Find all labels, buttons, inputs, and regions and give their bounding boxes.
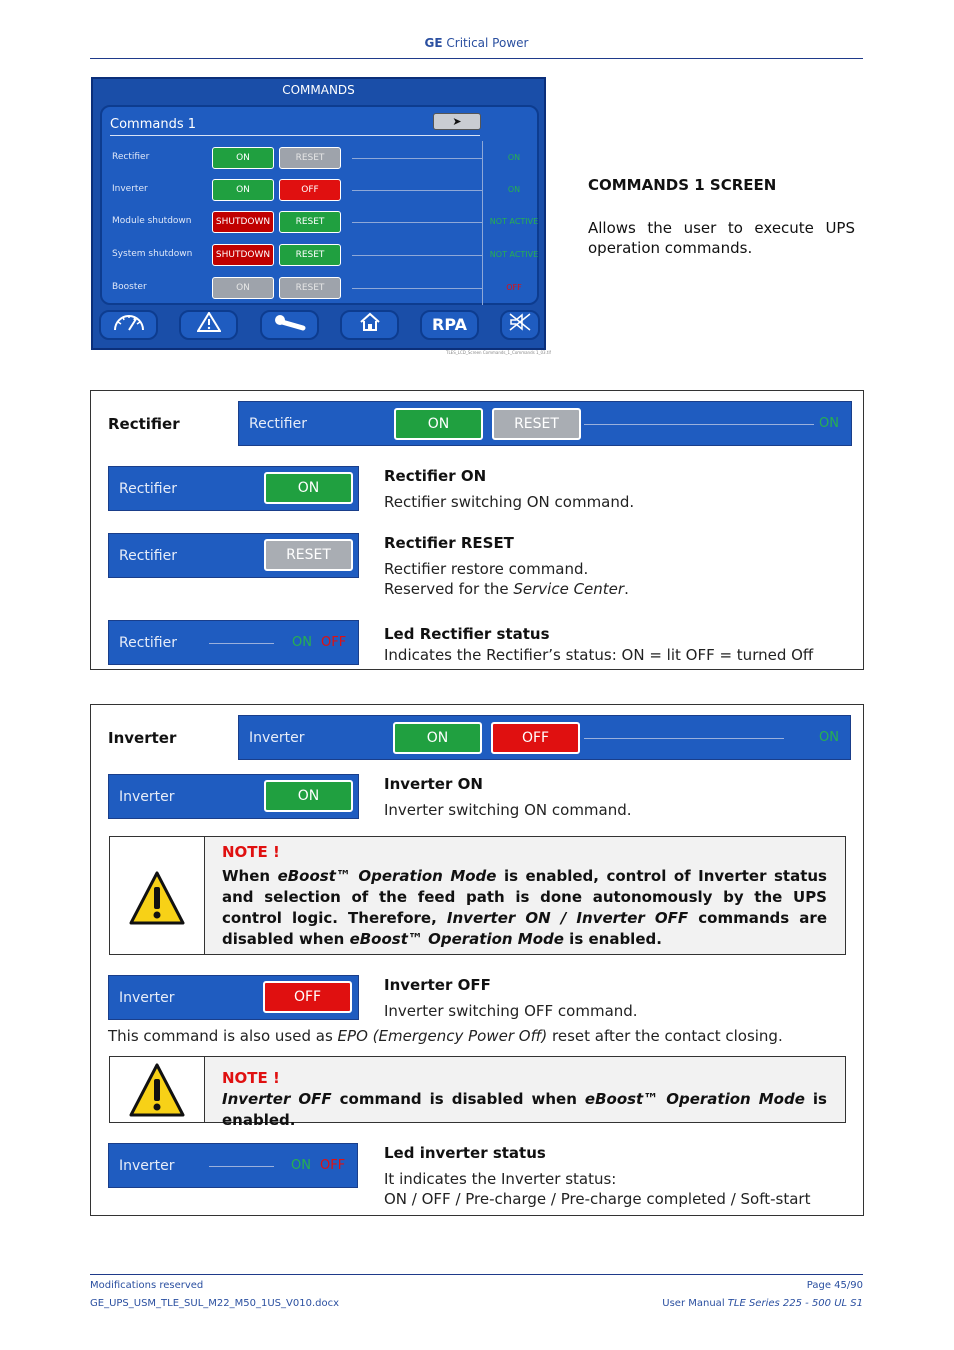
rectifier-on-button[interactable]: ON (394, 408, 483, 440)
inverter-on-button[interactable]: ON (212, 179, 274, 201)
image-caption: TLES_LCD_Screen Commands_1_Commands 1_03.tif (446, 350, 551, 355)
row-line (352, 255, 482, 256)
bar-label: Rectifier (119, 480, 177, 497)
rectifier-led-title: Led Rectifier status (384, 625, 550, 643)
row-label: Booster (112, 282, 147, 292)
inverter-off-bar (108, 975, 359, 1020)
inverter-on-bar (108, 774, 359, 819)
led-on: ON (292, 635, 312, 650)
row-label: Inverter (112, 184, 148, 194)
inverter-off-note (109, 1056, 846, 1129)
row-separator (482, 238, 483, 272)
footer-modifications: Modifications reserved (90, 1280, 204, 1291)
rectifier-section-label: Rectifier (108, 415, 180, 433)
screen-row-inverter (112, 179, 532, 201)
rectifier-led-text: Indicates the Rectifier’s status: ON = lit OFF = turned Off (384, 646, 814, 664)
rectifier-reset-bar (108, 533, 359, 578)
rectifier-on-bar (108, 466, 359, 511)
row-label: Module shutdown (112, 216, 192, 226)
commands-screen-description: Allows the user to execute UPS operation commands. (588, 219, 855, 257)
warning-icon (128, 1062, 186, 1118)
epo-text: This command is also used as EPO (Emergency Power Off) reset after the contact closing. (108, 1027, 783, 1045)
row-line (352, 190, 482, 191)
rectifier-full-bar (238, 401, 852, 446)
wrench-icon[interactable] (260, 310, 319, 340)
system-shutdown-button[interactable]: SHUTDOWN (212, 244, 274, 266)
led-off: OFF (320, 1158, 346, 1173)
inverter-section-label: Inverter (108, 729, 177, 747)
rectifier-reset-button[interactable]: RESET (279, 147, 341, 169)
bar-label: Rectifier (119, 634, 177, 651)
bar-label: Rectifier (249, 415, 307, 432)
module-shutdown-status: NOT ACTIVE (489, 217, 539, 226)
rectifier-on-text: Rectifier switching ON command. (384, 493, 635, 511)
row-line (352, 222, 482, 223)
rectifier-reset-text: Rectifier restore command. (384, 560, 589, 578)
bar-line (209, 643, 274, 644)
module-reset-button[interactable]: RESET (279, 211, 341, 233)
header-title: Critical Power (446, 36, 529, 50)
system-shutdown-status: NOT ACTIVE (489, 250, 539, 259)
rpa-button[interactable]: RPA (420, 310, 479, 340)
note-title: NOTE ! (222, 1069, 280, 1087)
inverter-status-led: ON (819, 730, 839, 745)
inverter-off-button[interactable]: OFF (491, 722, 580, 754)
rectifier-on-button[interactable]: ON (212, 147, 274, 169)
note-text: When eBoost™ Operation Mode is enabled, control of Inverter status and selection of the feed path is done autonomously by the UPS control logic. Therefore, Inverter ON / Inverter OFF commands are disabled when eBoost™ Operation Mode is enabled. (222, 867, 827, 948)
rectifier-reset-title: Rectifier RESET (384, 534, 514, 552)
screen-row-booster (112, 277, 532, 299)
footer-divider (90, 1274, 863, 1275)
screen-nav-bar (99, 310, 541, 342)
inverter-full-bar (238, 715, 851, 760)
row-label: Rectifier (112, 152, 150, 162)
panel-title: Commands 1 (110, 117, 196, 132)
booster-reset-button[interactable]: RESET (279, 277, 341, 299)
inverter-off-button[interactable]: OFF (279, 179, 341, 201)
bar-label: Inverter (119, 1157, 175, 1174)
note-title: NOTE ! (222, 843, 280, 861)
inverter-on-text: Inverter switching ON command. (384, 801, 632, 819)
commands-panel (100, 105, 539, 305)
warning-icon[interactable] (179, 310, 238, 340)
screen-row-system-shutdown (112, 244, 539, 266)
row-line (352, 158, 482, 159)
note-icon-cell (110, 837, 205, 954)
inverter-led-text1: It indicates the Inverter status: (384, 1170, 617, 1188)
warning-icon (128, 870, 186, 926)
bar-label: Inverter (119, 788, 175, 805)
rectifier-status-led: ON (819, 416, 839, 431)
inverter-led-text2: ON / OFF / Pre-charge / Pre-charge completed / Soft-start (384, 1190, 811, 1208)
screen-row-rectifier (112, 147, 532, 169)
rectifier-reset-text2: Reserved for the Service Center. (384, 580, 629, 598)
panel-divider (110, 135, 480, 136)
footer-manual-title: User Manual TLE Series 225 - 500 UL S1 (662, 1298, 863, 1309)
screen-row-module-shutdown (112, 211, 539, 233)
footer-filename: GE_UPS_USM_TLE_SUL_M22_M50_1US_V010.docx (90, 1298, 340, 1309)
inverter-led-bar (108, 1143, 358, 1188)
rectifier-led-bar (108, 620, 359, 665)
system-reset-button[interactable]: RESET (279, 244, 341, 266)
eboost-note (109, 836, 846, 955)
row-separator (482, 205, 483, 239)
next-page-button[interactable]: ➤ (433, 113, 481, 130)
inverter-off-button-detail[interactable]: OFF (263, 981, 352, 1013)
module-shutdown-button[interactable]: SHUTDOWN (212, 211, 274, 233)
page-header (90, 36, 863, 59)
row-separator (482, 141, 483, 175)
rectifier-status: ON (507, 153, 521, 162)
row-separator (482, 173, 483, 207)
rectifier-on-title: Rectifier ON (384, 467, 487, 485)
rectifier-reset-button-detail[interactable]: RESET (264, 539, 353, 571)
bar-line (584, 738, 784, 739)
home-icon[interactable] (340, 310, 399, 340)
commands-screen-image (91, 77, 546, 350)
inverter-on-button[interactable]: ON (393, 722, 482, 754)
led-off: OFF (321, 635, 347, 650)
inverter-off-text: Inverter switching OFF command. (384, 1002, 638, 1020)
bar-label: Inverter (119, 989, 175, 1006)
note-text: Inverter OFF command is disabled when eBoost™ Operation Mode is enabled. (222, 1090, 827, 1129)
row-label: System shutdown (112, 249, 193, 259)
booster-on-button[interactable]: ON (212, 277, 274, 299)
mute-icon[interactable] (500, 310, 540, 340)
ge-logo: GE (424, 36, 443, 50)
row-line (352, 288, 482, 289)
inverter-on-button-detail[interactable]: ON (264, 780, 353, 812)
footer-page-number: Page 45/90 (806, 1280, 863, 1291)
inverter-on-title: Inverter ON (384, 775, 483, 793)
rectifier-on-button-detail[interactable]: ON (264, 472, 353, 504)
commands-screen-title: COMMANDS 1 SCREEN (588, 176, 777, 194)
bar-line (209, 1166, 274, 1167)
gauge-icon[interactable] (99, 310, 158, 340)
screen-title: COMMANDS (282, 83, 355, 97)
inverter-status: ON (507, 185, 521, 194)
row-separator (482, 271, 483, 305)
note-icon-cell (110, 1057, 205, 1122)
bar-line (584, 424, 814, 425)
bar-label: Rectifier (119, 547, 177, 564)
bar-label: Inverter (249, 729, 305, 746)
booster-status: OFF (506, 283, 522, 292)
rectifier-reset-button[interactable]: RESET (492, 408, 581, 440)
inverter-section (90, 704, 864, 1216)
rectifier-section (90, 390, 864, 670)
inverter-off-title: Inverter OFF (384, 976, 491, 994)
led-on: ON (291, 1158, 311, 1173)
inverter-led-title: Led inverter status (384, 1144, 546, 1162)
